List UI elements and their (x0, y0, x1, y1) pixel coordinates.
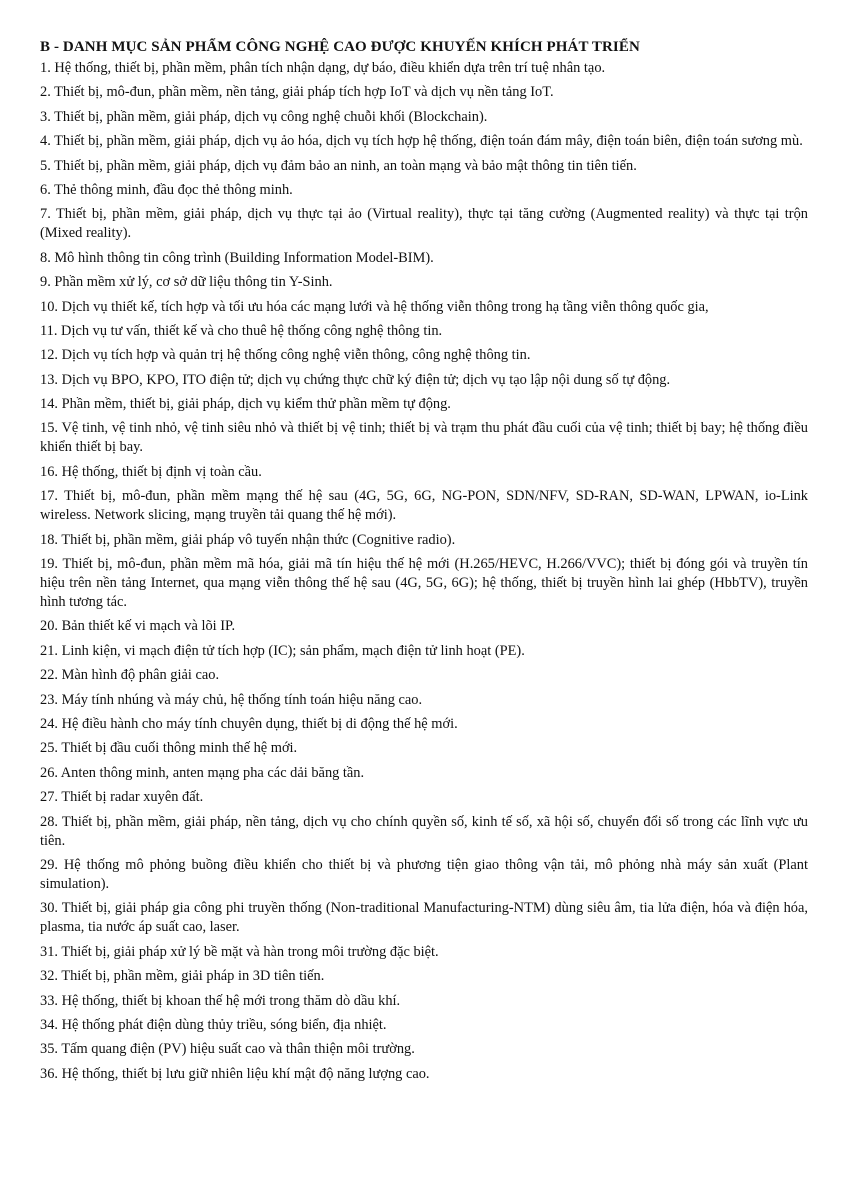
list-item: 35. Tấm quang điện (PV) hiệu suất cao và thân thiện môi trường. (40, 1041, 415, 1058)
list-item: 33. Hệ thống, thiết bị khoan thế hệ mới trong thăm dò dầu khí. (40, 992, 401, 1009)
list-item: 14. Phần mềm, thiết bị, giải pháp, dịch vụ kiểm thử phần mềm tự động. (40, 396, 451, 413)
list-item: 17. Thiết bị, mô-đun, phần mềm mạng thế hệ sau (4G, 5G, 6G, NG-PON, SDN/NFV, SD-RAN, SD-WAN, LPWAN, io-Link wireless. Network slicing, mạng truyền tải quang thế hệ mới). (40, 488, 808, 524)
list-item: 2. Thiết bị, mô-đun, phần mềm, nền tảng, giải pháp tích hợp IoT và dịch vụ nền tảng IoT. (40, 84, 554, 101)
list-item: 24. Hệ điều hành cho máy tính chuyên dụng, thiết bị di động thế hệ mới. (40, 715, 458, 732)
list-item: 36. Hệ thống, thiết bị lưu giữ nhiên liệu khí mật độ năng lượng cao. (40, 1065, 430, 1082)
list-item: 31. Thiết bị, giải pháp xử lý bề mặt và hàn trong môi trường đặc biệt. (40, 943, 439, 960)
list-item: 11. Dịch vụ tư vấn, thiết kế và cho thuê hệ thống công nghệ thông tin. (40, 322, 443, 339)
list-item: 4. Thiết bị, phần mềm, giải pháp, dịch vụ ảo hóa, dịch vụ tích hợp hệ thống, điện toán đám mây, điện toán biên, điện toán sương mù. (40, 133, 803, 150)
list-item: 1. Hệ thống, thiết bị, phần mềm, phân tích nhận dạng, dự báo, điều khiển dựa trên trí tuệ nhân tạo. (40, 60, 606, 76)
list-item: 23. Máy tính nhúng và máy chủ, hệ thống tính toán hiệu năng cao. (40, 691, 423, 708)
list-item: 21. Linh kiện, vi mạch điện tử tích hợp (IC); sản phẩm, mạch điện tử linh hoạt (PE). (40, 642, 525, 659)
list-item: 15. Vệ tinh, vệ tinh nhỏ, vệ tinh siêu nhỏ và thiết bị vệ tinh; thiết bị và trạm thu phát đầu cuối của vệ tinh; thiết bị bay; hệ thống điều khiển thiết bị bay. (40, 420, 808, 456)
list-item: 13. Dịch vụ BPO, KPO, ITO điện tử; dịch vụ chứng thực chữ ký điện tử; dịch vụ tạo lập nội dung số tự động. (40, 371, 671, 388)
list-item: 27. Thiết bị radar xuyên đất. (40, 789, 204, 806)
list-item: 8. Mô hình thông tin công trình (Building Information Model-BIM). (40, 249, 434, 266)
product-list (40, 59, 808, 1084)
list-item: 32. Thiết bị, phần mềm, giải pháp in 3D tiên tiến. (40, 968, 325, 985)
list-item: 9. Phần mềm xử lý, cơ sở dữ liệu thông tin Y-Sinh. (40, 274, 333, 291)
document-page (40, 36, 808, 1089)
list-item: 7. Thiết bị, phần mềm, giải pháp, dịch vụ thực tại ảo (Virtual reality), thực tại tăng cường (Augmented reality) và thực tại trộn (Mixed reality). (40, 206, 808, 242)
list-item: 25. Thiết bị đầu cuối thông minh thế hệ mới. (40, 740, 298, 757)
list-item: 29. Hệ thống mô phỏng buồng điều khiển cho thiết bị và phương tiện giao thông vận tải, mô phỏng nhà máy sản xuất (Plant simulation). (40, 856, 808, 892)
list-item: 20. Bản thiết kế vi mạch và lõi IP. (40, 618, 236, 635)
list-item: 5. Thiết bị, phần mềm, giải pháp, dịch vụ đảm bảo an ninh, an toàn mạng và bảo mật thông tin tiên tiến. (40, 157, 637, 174)
list-item: 26. Anten thông minh, anten mạng pha các dải băng tần. (40, 764, 365, 781)
section-heading: B - DANH MỤC SẢN PHẨM CÔNG NGHỆ CAO ĐƯỢC KHUYẾN KHÍCH PHÁT TRIỂN (40, 39, 640, 55)
list-item: 18. Thiết bị, phần mềm, giải pháp vô tuyến nhận thức (Cognitive radio). (40, 531, 456, 548)
list-item: 3. Thiết bị, phần mềm, giải pháp, dịch vụ công nghệ chuỗi khối (Blockchain). (40, 108, 488, 125)
list-item: 22. Màn hình độ phân giải cao. (40, 667, 220, 684)
list-item: 30. Thiết bị, giải pháp gia công phi truyền thống (Non-traditional Manufacturing-NTM) dùng siêu âm, tia lửa điện, hóa và điện hóa, plasma, tia nước áp suất cao, laser. (40, 900, 808, 936)
list-item: 10. Dịch vụ thiết kế, tích hợp và tối ưu hóa các mạng lưới và hệ thống viễn thông trong hạ tầng viễn thông quốc gia, (40, 298, 709, 315)
list-item: 28. Thiết bị, phần mềm, giải pháp, nền tảng, dịch vụ cho chính quyền số, kinh tế số, xã hội số, chuyển đổi số trong các lĩnh vực ưu tiên. (40, 813, 808, 849)
list-item: 12. Dịch vụ tích hợp và quản trị hệ thống công nghệ viễn thông, công nghệ thông tin. (40, 347, 531, 364)
list-item: 19. Thiết bị, mô-đun, phần mềm mã hóa, giải mã tín hiệu thế hệ mới (H.265/HEVC, H.266/VVC); thiết bị đóng gói và truyền tín hiệu trên nền tảng Internet, qua mạng viễn thông thế hệ sau (4G, 5G, 6G); hệ thống, thiết bị truyền hình lai ghép (HbbTV), truyền hình tương tác. (40, 556, 808, 611)
list-item: 34. Hệ thống phát điện dùng thủy triều, sóng biển, địa nhiệt. (40, 1016, 387, 1033)
list-item: 6. Thẻ thông minh, đầu đọc thẻ thông minh. (40, 181, 293, 198)
list-item: 16. Hệ thống, thiết bị định vị toàn cầu. (40, 463, 262, 480)
